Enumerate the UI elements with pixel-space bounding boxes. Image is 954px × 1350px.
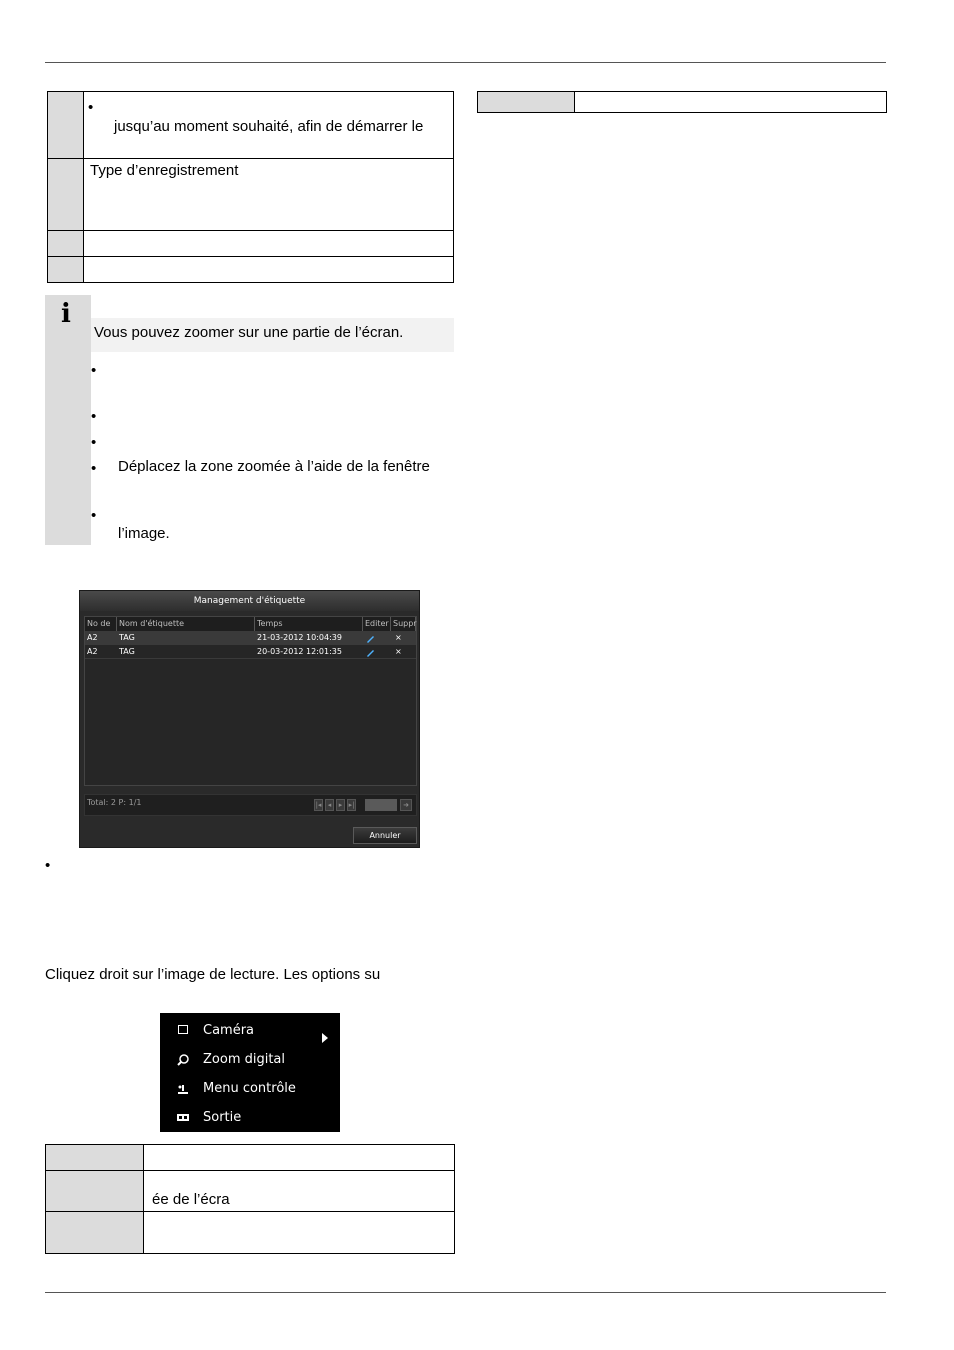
menu-item-label: Caméra [203, 1023, 255, 1038]
page-input[interactable] [365, 799, 397, 811]
column-header: Temps [255, 617, 363, 631]
table-cell-text: jusqu’au moment souhaité, afin de démarrer le [114, 118, 424, 135]
column-header: Suppr [391, 617, 416, 631]
square-icon [177, 1025, 189, 1037]
last-page-icon[interactable]: ▸| [348, 801, 355, 809]
table-cell-text: ée de l’écra [152, 1191, 230, 1208]
first-page-icon[interactable]: |◂ [315, 801, 322, 809]
control-icon [177, 1083, 189, 1095]
tag-name: TAG [119, 647, 135, 656]
table-cell [143, 1211, 455, 1254]
tag-no: A2 [87, 647, 98, 656]
menu-item-zoom[interactable] [160, 1045, 340, 1074]
table-cell [143, 1170, 455, 1212]
table-header-cell [45, 1144, 144, 1171]
table-row-marker [47, 158, 84, 231]
info-icon: i [61, 299, 71, 329]
bullet: • [91, 408, 97, 425]
table-header-cell [45, 1170, 144, 1212]
zoom-icon [177, 1054, 189, 1066]
exit-icon [177, 1112, 189, 1124]
note-intro-band [91, 318, 454, 352]
go-icon[interactable]: ➜ [400, 799, 412, 811]
next-page-icon[interactable]: ▸ [336, 799, 345, 811]
tag-management-dialog [79, 590, 420, 848]
note-bullet-text: Déplacez la zone zoomée à l’aide de la fenêtre [118, 458, 430, 475]
dialog-title: Management d'étiquette [80, 591, 419, 611]
table-row [83, 158, 454, 231]
bullet: • [91, 460, 97, 477]
table-row[interactable] [85, 645, 416, 659]
table-row-marker [47, 256, 84, 283]
column-header: No de [85, 617, 117, 631]
paragraph: Cliquez droit sur l’image de lecture. Les options su [45, 966, 381, 983]
tag-time: 20-03-2012 12:01:35 [257, 647, 342, 656]
table-cell [574, 91, 887, 113]
cancel-button[interactable]: Annuler [353, 827, 417, 844]
tag-time: 21-03-2012 10:04:39 [257, 633, 342, 642]
delete-icon[interactable]: × [395, 633, 402, 642]
table-cell [143, 1144, 455, 1171]
table-row[interactable] [85, 631, 416, 645]
bullet: • [88, 99, 94, 116]
context-menu [160, 1013, 340, 1132]
edit-icon[interactable] [366, 648, 375, 656]
table-row [83, 256, 454, 283]
table-row-marker [47, 91, 84, 159]
bullet: • [45, 857, 51, 874]
pagination-bar [84, 794, 417, 816]
note-intro: Vous pouvez zoomer sur une partie de l’écran. [94, 324, 404, 341]
header-rule [45, 62, 886, 63]
tag-table [84, 616, 417, 786]
table-row [83, 91, 454, 159]
bullet: • [91, 362, 97, 379]
menu-item-exit[interactable] [160, 1103, 340, 1132]
prev-page-icon[interactable]: ◂ [325, 799, 334, 811]
column-header: Editer [363, 617, 391, 631]
footer-rule [45, 1292, 886, 1293]
delete-icon[interactable]: × [395, 647, 402, 656]
note-sidebar [45, 295, 91, 545]
page-info: Total: 2 P: 1/1 [87, 798, 142, 807]
menu-item-camera[interactable] [160, 1016, 340, 1045]
menu-item-label: Menu contrôle [203, 1081, 296, 1096]
table-cell-text: Type d’enregistrement [90, 162, 239, 179]
table-header-cell [45, 1211, 144, 1254]
table-row-marker [47, 230, 84, 257]
column-header: Nom d'étiquette [117, 617, 255, 631]
menu-item-label: Sortie [203, 1110, 242, 1125]
bullet: • [91, 507, 97, 524]
tag-name: TAG [119, 633, 135, 642]
menu-item-label: Zoom digital [203, 1052, 286, 1067]
tag-no: A2 [87, 633, 98, 642]
table-row [83, 230, 454, 257]
bullet: • [91, 434, 97, 451]
menu-item-control[interactable] [160, 1074, 340, 1103]
edit-icon[interactable] [366, 634, 375, 642]
note-bullet-text: l’image. [118, 525, 170, 542]
table-header-cell [477, 91, 575, 113]
